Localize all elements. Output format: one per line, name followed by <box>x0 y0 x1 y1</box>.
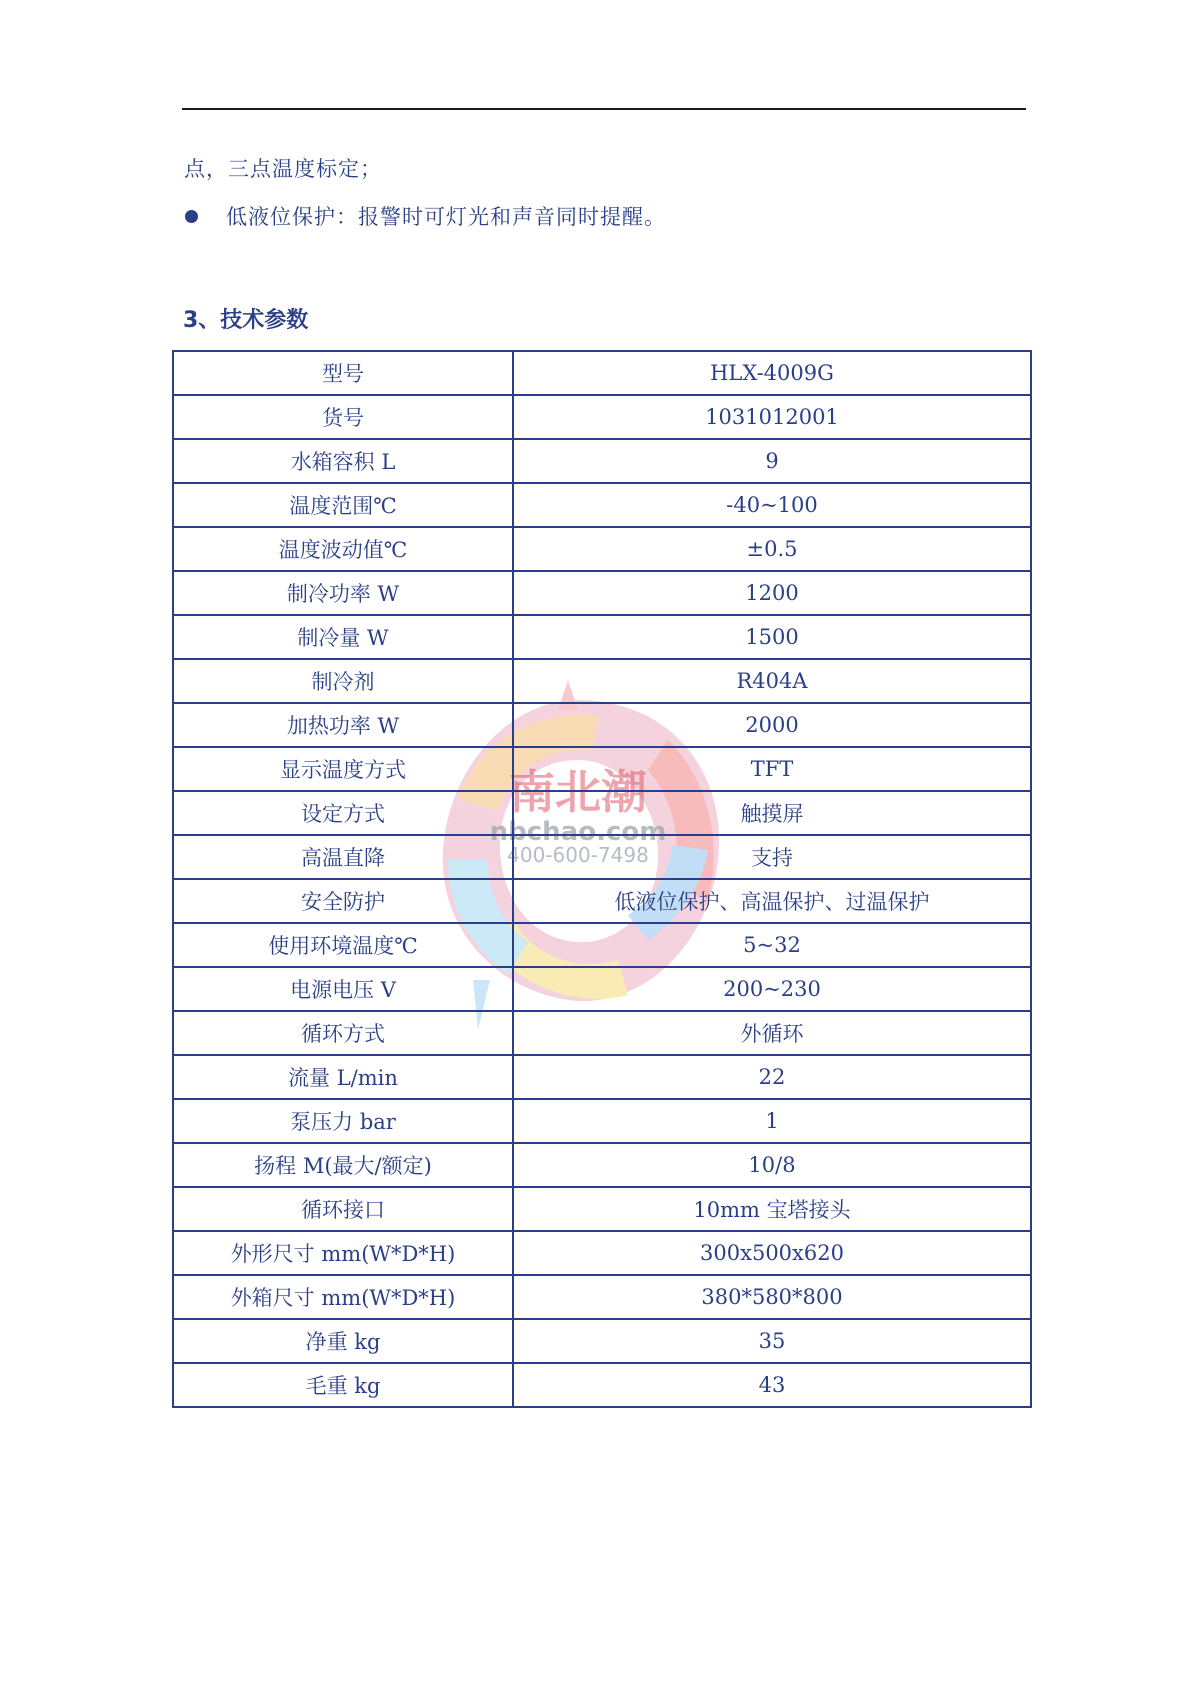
spec-value-cell: 触摸屏 <box>513 791 1031 835</box>
spec-key-cell: 流量 L/min <box>173 1055 513 1099</box>
table-row <box>173 747 1031 791</box>
table-row <box>173 1055 1031 1099</box>
spec-value-cell: 200~230 <box>513 967 1031 1011</box>
spec-key-cell: 安全防护 <box>173 879 513 923</box>
table-row <box>173 1363 1031 1407</box>
spec-key-cell: 制冷剂 <box>173 659 513 703</box>
spec-key-cell: 循环方式 <box>173 1011 513 1055</box>
spec-key-cell: 高温直降 <box>173 835 513 879</box>
spec-table <box>172 350 1032 1408</box>
spec-value-cell: 300x500x620 <box>513 1231 1031 1275</box>
spec-value-cell: 35 <box>513 1319 1031 1363</box>
spec-value-cell: ±0.5 <box>513 527 1031 571</box>
spec-value-cell: 1500 <box>513 615 1031 659</box>
spec-value-cell: 380*580*800 <box>513 1275 1031 1319</box>
spec-value-cell: 外循环 <box>513 1011 1031 1055</box>
table-row <box>173 879 1031 923</box>
spec-key-cell: 制冷量 W <box>173 615 513 659</box>
spec-value-cell: 10mm 宝塔接头 <box>513 1187 1031 1231</box>
spec-value-cell: R404A <box>513 659 1031 703</box>
table-row <box>173 483 1031 527</box>
spec-value-cell: HLX-4009G <box>513 351 1031 395</box>
spec-key-cell: 扬程 M(最大/额定) <box>173 1143 513 1187</box>
spec-key-cell: 泵压力 bar <box>173 1099 513 1143</box>
bullet-item <box>184 201 666 231</box>
spec-key-cell: 循环接口 <box>173 1187 513 1231</box>
spec-key-cell: 温度范围℃ <box>173 483 513 527</box>
header-rule <box>182 108 1026 110</box>
table-row <box>173 351 1031 395</box>
spec-value-cell: 支持 <box>513 835 1031 879</box>
spec-key-cell: 制冷功率 W <box>173 571 513 615</box>
table-row <box>173 703 1031 747</box>
table-row <box>173 439 1031 483</box>
table-row <box>173 1231 1031 1275</box>
spec-key-cell: 货号 <box>173 395 513 439</box>
spec-value-cell: 2000 <box>513 703 1031 747</box>
spec-value-cell: TFT <box>513 747 1031 791</box>
spec-key-cell: 显示温度方式 <box>173 747 513 791</box>
spec-value-cell: 1031012001 <box>513 395 1031 439</box>
spec-key-cell: 外形尺寸 mm(W*D*H) <box>173 1231 513 1275</box>
spec-value-cell: 9 <box>513 439 1031 483</box>
spec-key-cell: 外箱尺寸 mm(W*D*H) <box>173 1275 513 1319</box>
watermark-phone: 400-600-7498 <box>507 843 649 867</box>
spec-key-cell: 加热功率 W <box>173 703 513 747</box>
watermark-site: nbchao.com <box>489 817 667 847</box>
bullet-text: 低液位保护：报警时可灯光和声音同时提醒。 <box>226 205 666 229</box>
spec-value-cell: 1200 <box>513 571 1031 615</box>
table-row <box>173 527 1031 571</box>
spec-value-cell: -40~100 <box>513 483 1031 527</box>
bullet-icon <box>185 210 198 223</box>
spec-value-cell: 43 <box>513 1363 1031 1407</box>
spec-value-cell: 22 <box>513 1055 1031 1099</box>
table-row <box>173 835 1031 879</box>
table-row <box>173 1187 1031 1231</box>
table-row <box>173 615 1031 659</box>
spec-key-cell: 电源电压 V <box>173 967 513 1011</box>
spec-key-cell: 设定方式 <box>173 791 513 835</box>
table-row <box>173 659 1031 703</box>
table-row <box>173 1099 1031 1143</box>
spec-key-cell: 温度波动值℃ <box>173 527 513 571</box>
spec-key-cell: 净重 kg <box>173 1319 513 1363</box>
table-row <box>173 1319 1031 1363</box>
spec-key-cell: 使用环境温度℃ <box>173 923 513 967</box>
table-row <box>173 923 1031 967</box>
table-row <box>173 967 1031 1011</box>
table-row <box>173 1275 1031 1319</box>
spec-value-cell: 5~32 <box>513 923 1031 967</box>
spec-value-cell: 1 <box>513 1099 1031 1143</box>
section-heading: 3、技术参数 <box>183 308 309 333</box>
spec-key-cell: 毛重 kg <box>173 1363 513 1407</box>
table-row <box>173 395 1031 439</box>
intro-paragraph: 点，三点温度标定； <box>184 157 382 181</box>
table-row <box>173 1143 1031 1187</box>
table-row <box>173 791 1031 835</box>
watermark-brand: 南北潮 <box>509 765 647 819</box>
spec-key-cell: 水箱容积 L <box>173 439 513 483</box>
spec-key-cell: 型号 <box>173 351 513 395</box>
spec-value-cell: 低液位保护、高温保护、过温保护 <box>513 879 1031 923</box>
table-row <box>173 1011 1031 1055</box>
spec-value-cell: 10/8 <box>513 1143 1031 1187</box>
table-row <box>173 571 1031 615</box>
